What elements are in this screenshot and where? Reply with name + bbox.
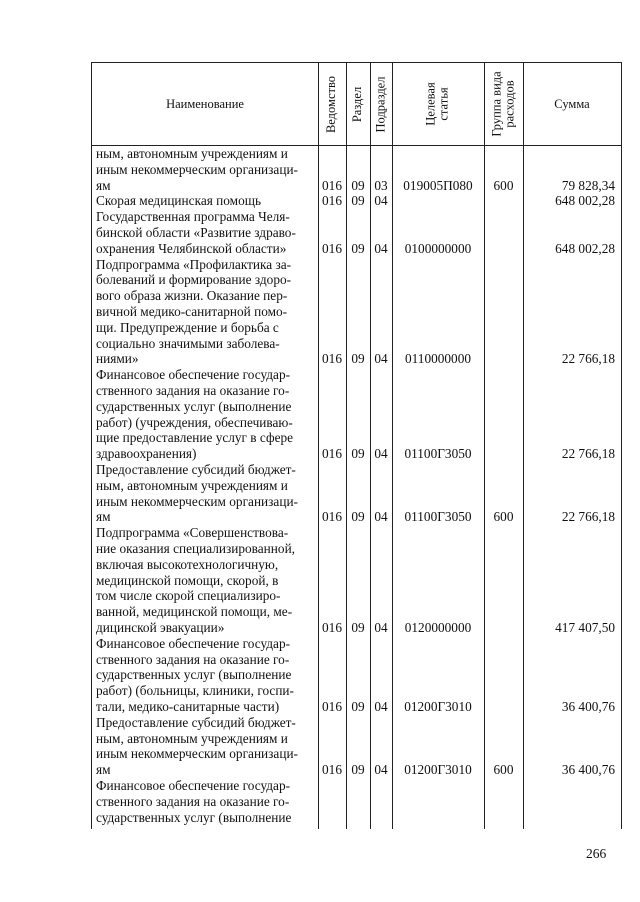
row-name-line: Подпрограмма «Профилактика за- [96,256,292,272]
row-summa: 36 400,76 [561,762,615,778]
row-name-line: вого образа жизни. Оказание пер- [96,288,288,304]
row-celevaya: 019005П080 [403,177,473,193]
row-summa: 22 766,18 [561,446,615,462]
row-name [96,209,318,256]
header-summa [523,63,621,145]
row-name-line: работ) (больницы, клиники, госпи- [96,683,294,699]
row-summa: 648 002,28 [555,193,615,209]
row-name [96,462,318,525]
header-podrazdel-label: Подраздел [373,76,388,132]
header-celevaya-line1: Целевая [424,82,438,126]
row-name-line: охранения Челябинской области» [96,240,287,256]
row-razdel: 09 [351,240,365,256]
header-razdel [346,63,370,145]
row-podrazdel: 04 [374,351,388,367]
row-summa: 79 828,34 [561,177,615,193]
header-gruppa [484,63,523,145]
budget-table [91,62,622,829]
row-vedomstvo: 016 [322,177,342,193]
header-gruppa-label [491,71,517,136]
row-vedomstvo: 016 [322,351,342,367]
row-name-line: работ) (учреждения, обеспечиваю- [96,414,293,430]
row-gruppa: 600 [493,762,514,778]
table-row [92,715,621,778]
row-name [96,193,318,209]
row-name [96,715,318,778]
row-summa: 648 002,28 [555,240,615,256]
row-name-line: социально значимыми заболева- [96,335,280,351]
row-celevaya: 0110000000 [405,351,471,367]
row-vedomstvo: 016 [322,762,342,778]
header-gruppa-line2: расходов [502,80,517,128]
row-name-line: Подпрограмма «Совершенствова- [96,525,289,541]
table-row [92,525,621,636]
row-razdel: 09 [351,619,365,635]
row-podrazdel: 04 [374,698,388,714]
row-name-line: иным некоммерческим организаци- [96,746,298,762]
table-row [92,146,621,193]
row-razdel: 09 [351,193,365,209]
row-celevaya: 01100Г3050 [404,446,472,462]
row-razdel: 09 [351,351,365,367]
row-name-line: ванной, медицинской помощи, ме- [96,604,293,620]
header-vedomstvo [318,63,346,145]
row-name-line: медицинской помощи, скорой, в [96,572,279,588]
row-name-line: ям [96,762,111,778]
page-number: 266 [586,846,607,861]
row-vedomstvo: 016 [322,509,342,525]
row-vedomstvo: 016 [322,698,342,714]
row-name-line: здравоохранения) [96,446,197,462]
row-podrazdel: 04 [374,240,388,256]
row-razdel: 09 [351,177,365,193]
header-summa-label: Сумма [554,96,590,111]
header-celevaya [392,63,484,145]
header-celevaya-label [425,82,451,125]
row-vedomstvo: 016 [322,193,342,209]
row-name-line: щи. Предупреждение и борьба с [96,319,279,335]
row-name-line: ным, автономным учреждениям и [96,477,288,493]
row-celevaya: 0100000000 [404,240,472,256]
row-name-line: тали, медико-санитарные части) [96,698,280,714]
row-name-line: ственного задания на оказание го- [96,793,290,809]
row-name-line: ям [96,177,111,193]
row-name-line: ям [96,509,111,525]
row-name-line: Государственная программа Челя- [96,209,290,225]
row-podrazdel: 04 [374,619,388,635]
row-name-line: Финансовое обеспечение государ- [96,367,291,383]
row-name-line: сударственных услуг (выполнение [96,398,292,414]
row-name-line: болеваний и формирование здоро- [96,272,292,288]
row-celevaya: 01100Г3050 [404,509,472,525]
row-name-line: сударственных услуг (выполнение [96,809,292,825]
row-vedomstvo: 016 [322,446,342,462]
row-name [96,257,318,368]
row-name [96,146,318,193]
row-name-line: иным некоммерческим организаци- [96,161,298,177]
row-gruppa: 600 [493,509,514,525]
row-name-line: сударственных услуг (выполнение [96,667,292,683]
row-podrazdel: 04 [374,509,388,525]
header-vedomstvo-label: Ведомство [324,75,339,133]
row-name-line: вичной медико-санитарной помо- [96,303,288,319]
row-name [96,778,318,825]
header-gruppa-line1: Группа вида [489,71,504,137]
row-celevaya: 01200Г3010 [404,698,472,714]
header-podrazdel [370,63,392,145]
table-row [92,257,621,368]
header-name-label: Наименование [166,96,244,111]
row-name-line: ственного задания на оказание го- [96,651,290,667]
row-name-line: иным некоммерческим организаци- [96,493,298,509]
row-name-line: включая высокотехнологичную, [96,556,279,572]
row-name-line: дицинской эвакуации» [96,619,225,635]
row-podrazdel: 03 [374,177,388,193]
row-vedomstvo: 016 [322,240,342,256]
row-celevaya: 0120000000 [404,619,472,635]
row-razdel: 09 [351,762,365,778]
row-name [96,367,318,462]
table-row [92,778,621,825]
row-name-line: Финансовое обеспечение государ- [96,778,291,793]
table-row [92,193,621,209]
row-summa: 22 766,18 [561,509,615,525]
table-row [92,636,621,715]
row-gruppa: 600 [493,177,514,193]
header-celevaya-line2: статья [437,87,451,121]
row-name-line: Предоставление субсидий бюджет- [96,462,296,477]
table-row [92,209,621,256]
row-name-line: том числе скорой специализиро- [96,588,281,604]
row-razdel: 09 [351,698,365,714]
header-name [92,63,318,145]
row-name-line: Предоставление субсидий бюджет- [96,714,296,730]
row-name-line: ственного задания на оказание го- [96,382,290,398]
row-name [96,525,318,636]
row-name-line: щие предоставление услуг в сфере [96,430,294,446]
row-podrazdel: 04 [374,762,388,778]
row-podrazdel: 04 [374,193,388,209]
row-name-line: Финансовое обеспечение государ- [96,635,291,651]
table-row [92,462,621,525]
row-summa: 36 400,76 [561,698,615,714]
row-name-line: ным, автономным учреждениям и [96,730,288,746]
row-summa: 417 407,50 [555,619,615,635]
row-name-line: ным, автономным учреждениям и [96,146,288,161]
header-razdel-label: Раздел [350,86,365,122]
row-celevaya: 01200Г3010 [404,762,472,778]
row-razdel: 09 [351,446,365,462]
row-podrazdel: 04 [374,446,388,462]
row-name-line: ниями» [96,351,139,367]
row-name-line: бинской области «Развитие здраво- [96,224,296,240]
row-vedomstvo: 016 [322,619,342,635]
row-razdel: 09 [351,509,365,525]
table-row [92,367,621,462]
row-summa: 22 766,18 [561,351,615,367]
row-name-line: Скорая медицинская помощь [96,193,262,209]
row-name [96,636,318,715]
row-name-line: ние оказания специализированной, [96,540,296,556]
